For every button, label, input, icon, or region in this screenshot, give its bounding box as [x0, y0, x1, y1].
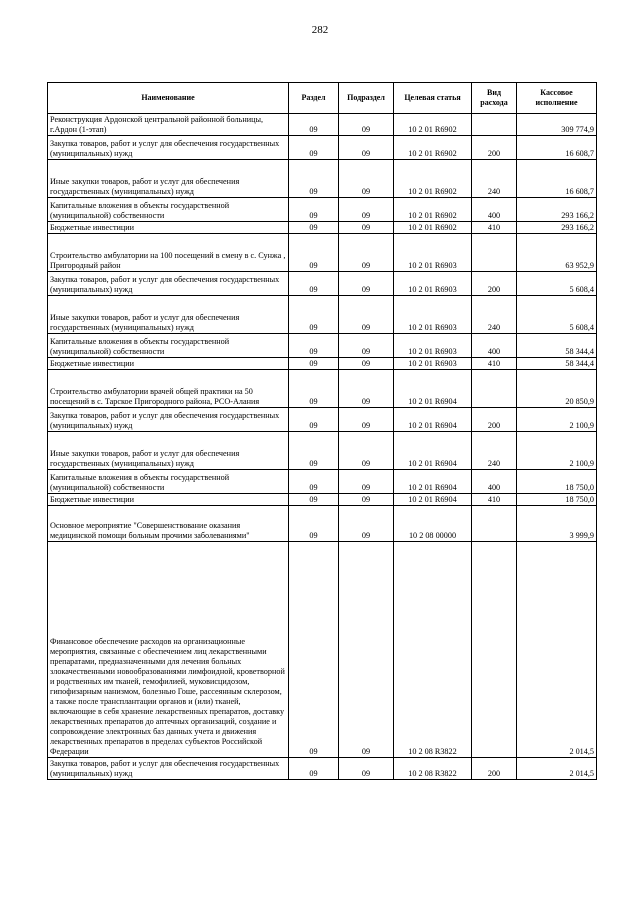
table-row — [48, 234, 597, 272]
row-name: Капитальные вложения в объекты государственной (муниципальной) собственности — [48, 198, 289, 222]
row-ispolnenie: 2 100,9 — [517, 432, 597, 470]
budget-table — [47, 82, 597, 780]
row-name: Капитальные вложения в объекты государственной (муниципальной) собственности — [48, 334, 289, 358]
row-razdel: 09 — [289, 494, 339, 506]
table-row — [48, 334, 597, 358]
table-row — [48, 114, 597, 136]
row-statya: 10 2 01 R6902 — [394, 222, 472, 234]
table-header-row — [48, 83, 597, 114]
table-row — [48, 470, 597, 494]
row-vid — [472, 114, 517, 136]
row-name: Закупка товаров, работ и услуг для обеспечения государственных (муниципальных) нужд — [48, 408, 289, 432]
row-ispolnenie: 293 166,2 — [517, 222, 597, 234]
row-vid — [472, 542, 517, 758]
row-name: Реконструкция Ардонской центральной районной больницы, г.Ардон (1-этап) — [48, 114, 289, 136]
row-statya: 10 2 01 R6904 — [394, 470, 472, 494]
row-podrazdel: 09 — [339, 114, 394, 136]
row-name: Бюджетные инвестиции — [48, 358, 289, 370]
row-podrazdel: 09 — [339, 758, 394, 780]
row-podrazdel: 09 — [339, 234, 394, 272]
table-row — [48, 542, 597, 758]
row-vid: 240 — [472, 296, 517, 334]
row-razdel: 09 — [289, 334, 339, 358]
table-row — [48, 506, 597, 542]
table-row — [48, 222, 597, 234]
row-statya: 10 2 01 R6902 — [394, 198, 472, 222]
row-ispolnenie: 2 014,5 — [517, 542, 597, 758]
row-statya: 10 2 01 R6903 — [394, 358, 472, 370]
row-name: Иные закупки товаров, работ и услуг для обеспечения государственных (муниципальных) нужд — [48, 432, 289, 470]
row-ispolnenie: 3 999,9 — [517, 506, 597, 542]
row-podrazdel: 09 — [339, 198, 394, 222]
table-row — [48, 432, 597, 470]
row-ispolnenie: 16 608,7 — [517, 160, 597, 198]
row-podrazdel: 09 — [339, 296, 394, 334]
row-ispolnenie: 18 750,0 — [517, 470, 597, 494]
table-row — [48, 494, 597, 506]
row-statya: 10 2 01 R6903 — [394, 334, 472, 358]
row-podrazdel: 09 — [339, 136, 394, 160]
header-razdel: Раздел — [289, 83, 339, 114]
row-vid — [472, 370, 517, 408]
row-vid: 410 — [472, 222, 517, 234]
row-vid: 240 — [472, 432, 517, 470]
row-name: Закупка товаров, работ и услуг для обеспечения государственных (муниципальных) нужд — [48, 758, 289, 780]
row-vid: 400 — [472, 470, 517, 494]
row-podrazdel: 09 — [339, 334, 394, 358]
row-razdel: 09 — [289, 432, 339, 470]
row-vid: 410 — [472, 494, 517, 506]
table-row — [48, 198, 597, 222]
row-name: Строительство амбулатории на 100 посещений в смену в с. Сунжа , Пригородный район — [48, 234, 289, 272]
table-row — [48, 358, 597, 370]
row-podrazdel: 09 — [339, 358, 394, 370]
row-statya: 10 2 01 R6903 — [394, 272, 472, 296]
row-podrazdel: 09 — [339, 408, 394, 432]
row-podrazdel: 09 — [339, 494, 394, 506]
row-name: Закупка товаров, работ и услуг для обеспечения государственных (муниципальных) нужд — [48, 272, 289, 296]
table-row — [48, 136, 597, 160]
row-razdel: 09 — [289, 234, 339, 272]
row-vid: 400 — [472, 334, 517, 358]
row-razdel: 09 — [289, 198, 339, 222]
row-podrazdel: 09 — [339, 222, 394, 234]
row-podrazdel: 09 — [339, 272, 394, 296]
row-name: Строительство амбулатории врачей общей практики на 50 посещений в с. Тарское Пригородного района, РСО-Алания — [48, 370, 289, 408]
row-razdel: 09 — [289, 408, 339, 432]
page-number: 282 — [311, 24, 329, 36]
row-razdel: 09 — [289, 506, 339, 542]
row-ispolnenie: 58 344,4 — [517, 358, 597, 370]
table-row — [48, 758, 597, 780]
row-razdel: 09 — [289, 542, 339, 758]
row-statya: 10 2 01 R6902 — [394, 114, 472, 136]
row-name: Иные закупки товаров, работ и услуг для обеспечения государственных (муниципальных) нужд — [48, 296, 289, 334]
row-vid — [472, 234, 517, 272]
row-ispolnenie: 20 850,9 — [517, 370, 597, 408]
row-name: Иные закупки товаров, работ и услуг для обеспечения государственных (муниципальных) нужд — [48, 160, 289, 198]
row-razdel: 09 — [289, 358, 339, 370]
row-razdel: 09 — [289, 160, 339, 198]
row-statya: 10 2 01 R6904 — [394, 370, 472, 408]
header-vid: Вид расхода — [472, 83, 517, 114]
row-statya: 10 2 01 R6904 — [394, 432, 472, 470]
row-name: Бюджетные инвестиции — [48, 494, 289, 506]
row-statya: 10 2 01 R6903 — [394, 296, 472, 334]
row-name: Бюджетные инвестиции — [48, 222, 289, 234]
row-vid: 200 — [472, 408, 517, 432]
row-vid: 200 — [472, 758, 517, 780]
row-ispolnenie: 5 608,4 — [517, 272, 597, 296]
table-row — [48, 296, 597, 334]
row-podrazdel: 09 — [339, 470, 394, 494]
row-statya: 10 2 08 R3822 — [394, 542, 472, 758]
row-razdel: 09 — [289, 370, 339, 408]
table-row — [48, 408, 597, 432]
row-vid: 410 — [472, 358, 517, 370]
header-podrazdel: Подраздел — [339, 83, 394, 114]
row-ispolnenie: 309 774,9 — [517, 114, 597, 136]
row-podrazdel: 09 — [339, 370, 394, 408]
row-ispolnenie: 5 608,4 — [517, 296, 597, 334]
row-ispolnenie: 2 014,5 — [517, 758, 597, 780]
row-statya: 10 2 01 R6902 — [394, 136, 472, 160]
row-statya: 10 2 01 R6902 — [394, 160, 472, 198]
row-razdel: 09 — [289, 222, 339, 234]
row-vid: 400 — [472, 198, 517, 222]
row-name: Основное мероприятие "Совершенствование оказания медицинской помощи больным прочими заболеваниями" — [48, 506, 289, 542]
row-podrazdel: 09 — [339, 506, 394, 542]
row-razdel: 09 — [289, 296, 339, 334]
row-vid: 240 — [472, 160, 517, 198]
header-statya: Целевая статья — [394, 83, 472, 114]
row-vid: 200 — [472, 136, 517, 160]
table-row — [48, 160, 597, 198]
table-row — [48, 272, 597, 296]
row-razdel: 09 — [289, 114, 339, 136]
header-ispolnenie: Кассовое исполнение — [517, 83, 597, 114]
row-razdel: 09 — [289, 758, 339, 780]
row-vid: 200 — [472, 272, 517, 296]
row-statya: 10 2 01 R6904 — [394, 494, 472, 506]
header-name: Наименование — [48, 83, 289, 114]
row-ispolnenie: 16 608,7 — [517, 136, 597, 160]
row-podrazdel: 09 — [339, 160, 394, 198]
row-ispolnenie: 293 166,2 — [517, 198, 597, 222]
row-statya: 10 2 08 R3822 — [394, 758, 472, 780]
row-razdel: 09 — [289, 136, 339, 160]
table-row — [48, 370, 597, 408]
row-ispolnenie: 63 952,9 — [517, 234, 597, 272]
row-razdel: 09 — [289, 470, 339, 494]
row-razdel: 09 — [289, 272, 339, 296]
row-ispolnenie: 2 100,9 — [517, 408, 597, 432]
row-name: Капитальные вложения в объекты государственной (муниципальной) собственности — [48, 470, 289, 494]
row-statya: 10 2 01 R6903 — [394, 234, 472, 272]
row-statya: 10 2 01 R6904 — [394, 408, 472, 432]
row-vid — [472, 506, 517, 542]
row-ispolnenie: 58 344,4 — [517, 334, 597, 358]
row-name: Закупка товаров, работ и услуг для обеспечения государственных (муниципальных) нужд — [48, 136, 289, 160]
row-podrazdel: 09 — [339, 432, 394, 470]
row-name: Финансовое обеспечение расходов на организационные мероприятия, связанные с обеспечением лиц лекарственными препаратами, предназначенными для лечения больных злокачественными новообразованиями лимфоидной, кроветворной и родственных им тканей, гемофилией, муковисцидозом, гипофизарным нанизмом, болезнью Гоше, рассеянным склерозом, а также после трансплантации органов и (или) тканей, включающие в себя хранение лекарственных препаратов, доставку лекарственных препаратов до аптечных организаций, создание и сопровождение электронных баз данных учета и движения лекарственных препаратов в пределах субъектов Российской Федерации — [48, 542, 289, 758]
row-podrazdel: 09 — [339, 542, 394, 758]
row-statya: 10 2 08 00000 — [394, 506, 472, 542]
row-ispolnenie: 18 750,0 — [517, 494, 597, 506]
